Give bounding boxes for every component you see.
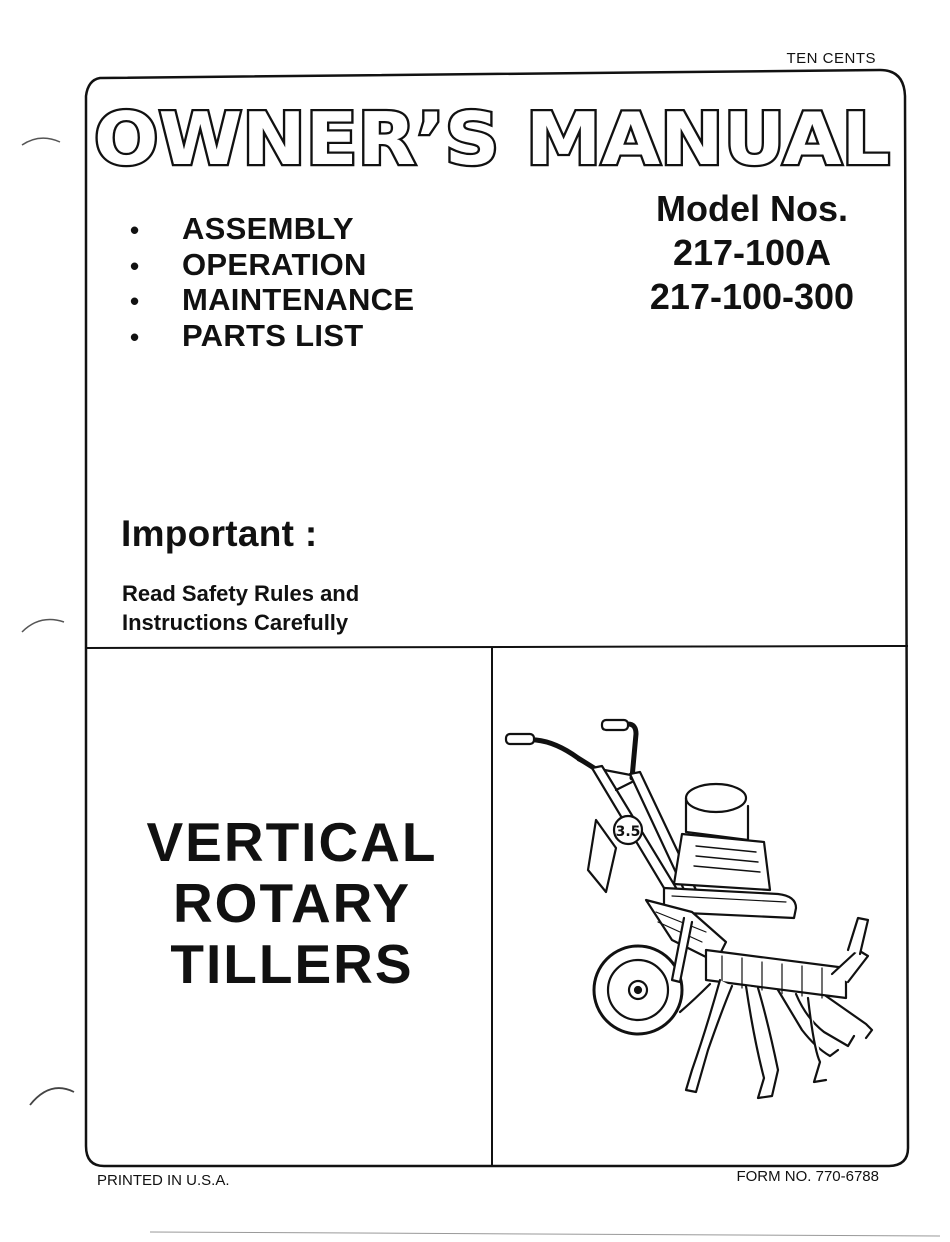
model-numbers (622, 187, 882, 319)
bullet-icon: • (130, 215, 140, 245)
contents-item-label: OPERATION (182, 246, 367, 282)
contents-item (130, 248, 414, 284)
product-name-line: TILLERS (170, 933, 414, 995)
contents-item-label: PARTS LIST (182, 317, 364, 353)
important-heading: Important : (121, 513, 318, 554)
bullet-icon: • (130, 286, 140, 316)
form-number: FORM NO. 770-6788 (736, 1168, 879, 1185)
engine-badge: 3.5 (615, 824, 641, 840)
printed-in-label: PRINTED IN U.S.A. (97, 1172, 230, 1189)
model-number: 217-100-300 (649, 276, 855, 317)
contents-item (130, 283, 414, 319)
safety-notice-line: Read Safety Rules and (122, 581, 360, 606)
contents-item-label: ASSEMBLY (182, 211, 354, 246)
manual-title: OWNER’S MANUAL (94, 97, 890, 176)
model-heading: Model Nos. (655, 188, 848, 229)
product-name-line: VERTICAL (146, 811, 438, 873)
contents-list (130, 212, 414, 354)
product-name (92, 812, 492, 995)
model-number: 217-100A (672, 232, 832, 273)
contents-item (130, 319, 414, 355)
safety-notice-line: Instructions Carefully (122, 610, 349, 635)
product-name-line: ROTARY (172, 872, 412, 934)
contents-item (130, 212, 414, 248)
contents-item-label: MAINTENANCE (182, 282, 415, 317)
tiller-illustration (496, 650, 906, 1165)
price-label: TEN CENTS (786, 50, 876, 67)
horizontal-divider (86, 646, 908, 648)
safety-notice (122, 579, 359, 637)
bullet-icon: • (130, 250, 140, 281)
title-banner (88, 96, 896, 176)
bullet-icon: • (130, 321, 140, 352)
